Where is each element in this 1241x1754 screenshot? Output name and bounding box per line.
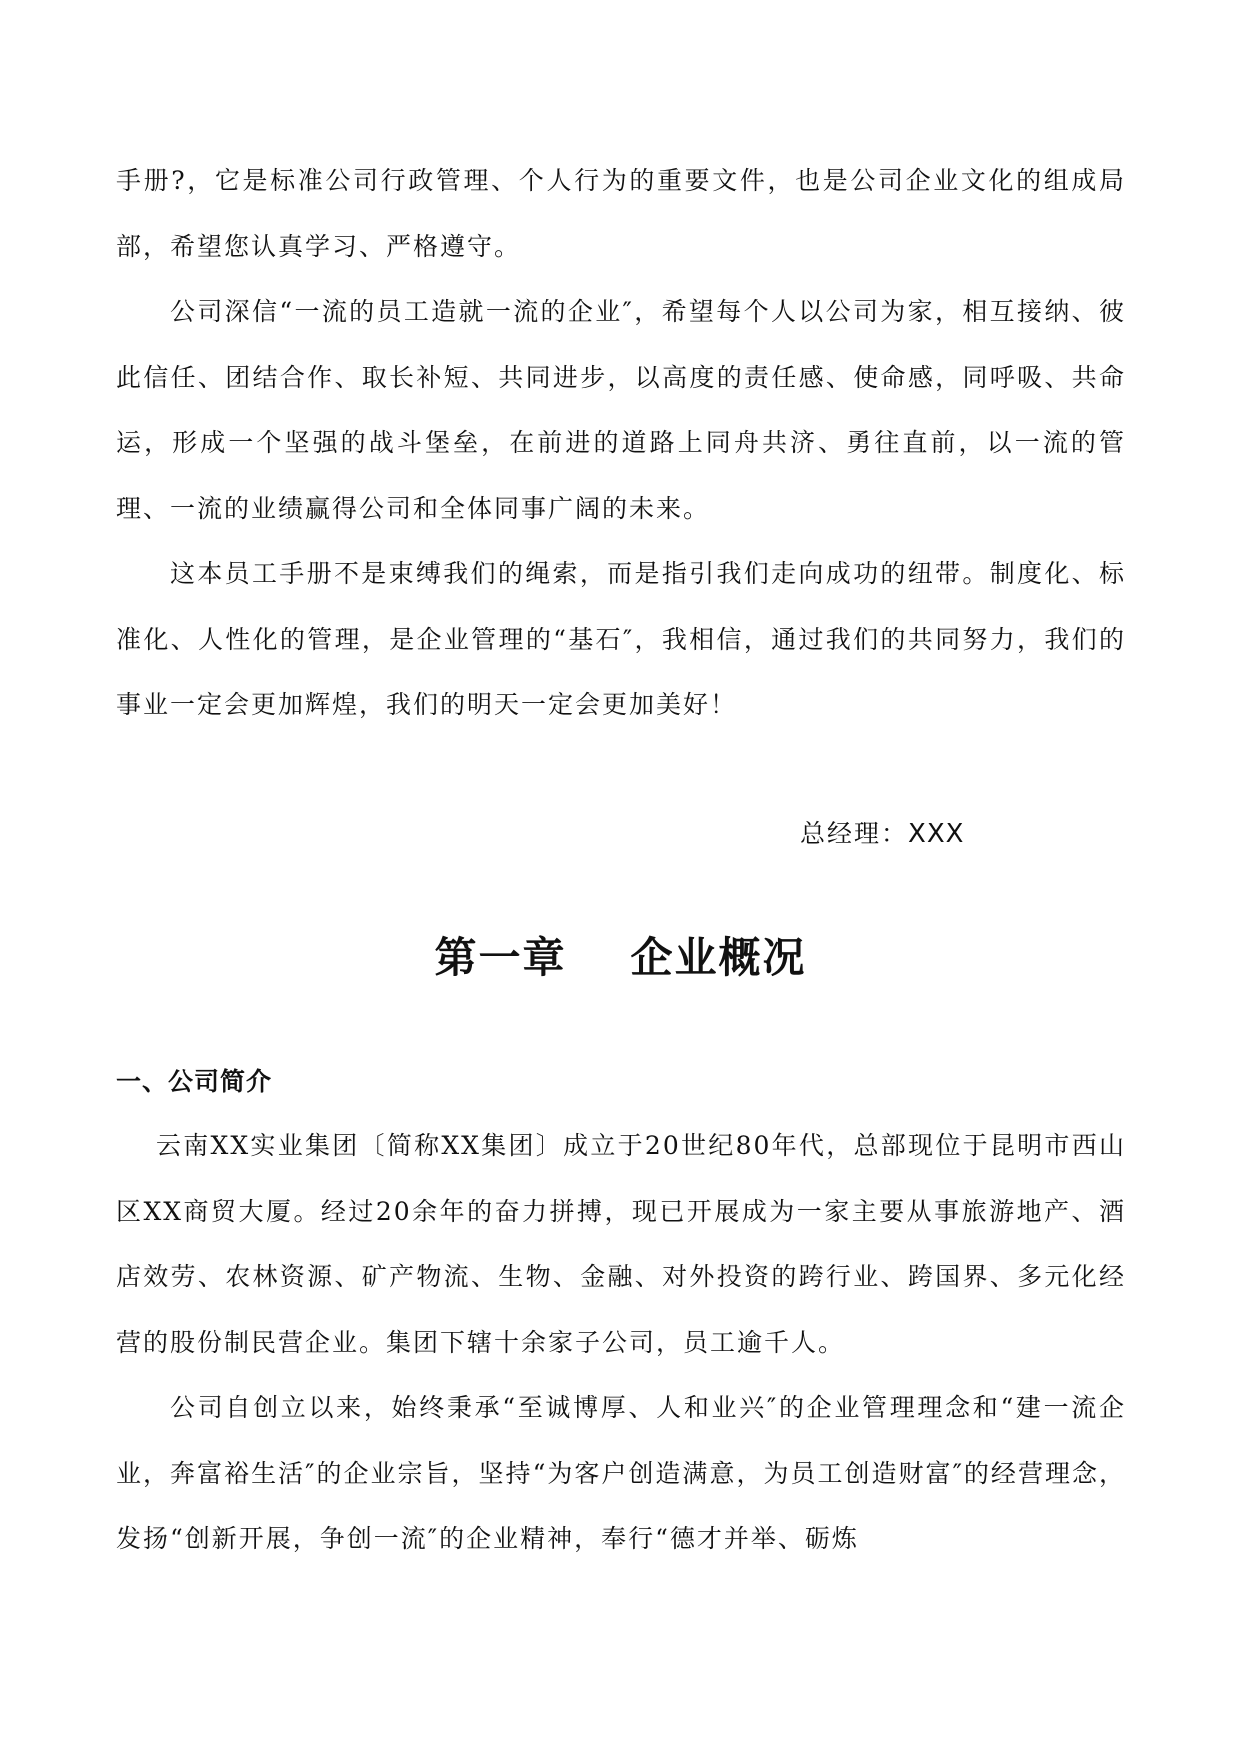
intro-paragraph-3: 这本员工手册不是束缚我们的绳索，而是指引我们走向成功的纽带。制度化、标准化、人性化的管理，是企业管理的“基石″，我相信，通过我们的共同努力，我们的事业一定会更加辉煌，我们的明天一定会更加美好！: [116, 559, 1126, 719]
signature-name: XXX: [908, 819, 965, 849]
chapter-heading: [0, 925, 1241, 985]
section-heading: 一、公司简介: [116, 1067, 273, 1096]
section-paragraph-1: 云南XX实业集团〔简称XX集团〕成立于20世纪80年代，总部现位于昆明市西山区XX商贸大厦。经过20余年的奋力拼搏，现已开展成为一家主要从事旅游地产、酒店效劳、农林资源、矿产物流、生物、金融、对外投资的跨行业、跨国界、多元化经营的股份制民营企业。集团下辖十余家子公司，员工逾千人。: [116, 1131, 1126, 1357]
intro-paragraph-2: 公司深信“一流的员工造就一流的企业″，希望每个人以公司为家，相互接纳、彼此信任、团结合作、取长补短、共同进步，以高度的责任感、使命感，同呼吸、共命运，形成一个坚强的战斗堡垒，在前进的道路上同舟共济、勇往直前，以一流的管理、一流的业绩赢得公司和全体同事广阔的未来。: [116, 297, 1126, 523]
chapter-title: 企业概况: [630, 933, 807, 982]
signature: [800, 804, 964, 864]
intro-paragraph-1: 手册?，它是标准公司行政管理、个人行为的重要文件，也是公司企业文化的组成局部，希望您认真学习、严格遵守。: [116, 166, 1126, 261]
signature-label: 总经理：: [800, 819, 909, 848]
section-paragraph-2: 公司自创立以来，始终秉承“至诚博厚、人和业兴″的企业管理理念和“建一流企业，奔富裕生活″的企业宗旨，坚持“为客户创造满意，为员工创造财富″的经营理念，发扬“创新开展，争创一流″的企业精神，奉行“德才并举、砺炼: [116, 1393, 1126, 1553]
chapter-number: 第一章: [434, 933, 567, 982]
